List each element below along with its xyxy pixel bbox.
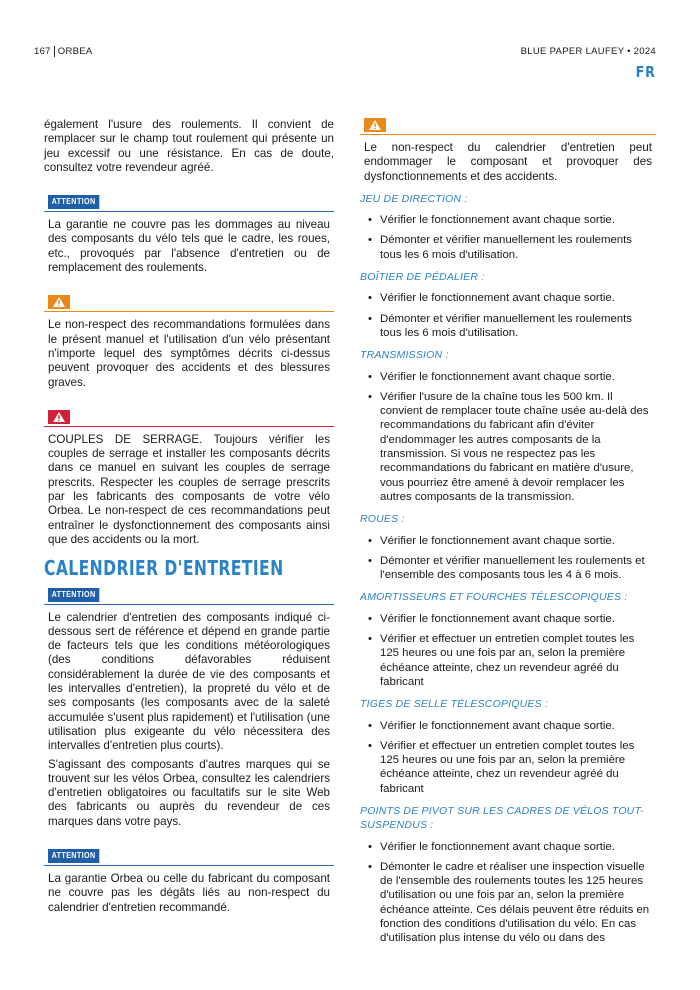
warning-note-2 [360,118,656,184]
list-item: • Démonter et vérifier manuellement les roulements et l'ensemble des composants tous les 4 à 6 mois. [368,554,656,583]
danger-note [44,410,334,547]
list-item: • Démonter le cadre et réaliser une inspection visuelle de l'ensemble des roulements toutes les 125 heures d'utilisation ou une fois par an, selon la première échéance atteinte. Ces délais peuvent être réduits en fonction des conditions d'utilisation du vélo. En cas d'utilisation plus intense du vélo ou dans des [368,860,656,946]
list-item: • Vérifier le fonctionnement avant chaque sortie. [368,840,656,854]
warning-icon [364,118,386,132]
bullet-list [360,291,656,340]
attention-note-text: La garantie ne couvre pas les dommages au niveau des composants du vélo tels que le cadre, les roues, etc., provoqués par l'absence d'entretien ou de remplacement des roulements. [48,218,330,275]
danger-note-text: COUPLES DE SERRAGE. Toujours vérifier les couples de serrage et installer les composants décrits dans ce manuel en suivant les couples de serrage prescrits. Respecter les couples de serrage prescrits par les fabricants des composants de votre vélo Orbea. Le non-respect de ces recommandations peut entraîner le dysfonctionnement des composants ainsi que des accidents ou la mort. [48,432,330,546]
section-title: TIGES DE SELLE TÉLESCOPIQUES : [360,698,549,711]
attention-note-1 [44,195,334,275]
maintenance-sections [360,192,656,946]
section-title: JEU DE DIRECTION : [360,192,468,205]
attention-note-3 [44,849,334,915]
bullet-list [360,370,656,505]
right-column [360,118,656,952]
list-item: • Vérifier le fonctionnement avant chaque sortie. [368,612,656,626]
bullet-list [360,612,656,689]
section-heading: CALENDRIER D'ENTRETIEN [44,556,284,581]
list-item: • Vérifier le fonctionnement avant chaque sortie. [368,291,656,305]
section-title: TRANSMISSION : [360,349,449,362]
list-item: • Vérifier le fonctionnement avant chaque sortie. [368,534,656,548]
list-item: • Démonter et vérifier manuellement les roulements tous les 6 mois d'utilisation. [368,233,656,262]
intro-paragraph: également l'usure des roulements. Il convient de remplacer sur le champ tout roulement qui présente un jeu excessif ou une résistance. En cas de doute, consultez votre revendeur agréé. [44,118,334,174]
section-title: BOÎTIER DE PÉDALIER : [360,271,485,284]
left-column [44,118,334,915]
bullet-list [360,840,656,946]
section-title: AMORTISSEURS ET FOURCHES TÉLESCOPIQUES : [360,591,628,604]
bullet-list [360,534,656,583]
list-item: • Vérifier le fonctionnement avant chaque sortie. [368,719,656,733]
list-item: • Démonter et vérifier manuellement les roulements tous les 6 mois d'utilisation. [368,312,656,341]
language-label: FR [635,63,656,81]
maintenance-paragraph-1: Le calendrier d'entretien des composants indiqué ci-dessous sert de référence et dépend en grande partie de facteurs tels que les conditions météorologiques (des conditions défavorables réduisent considérablement la durée de vie des composants et les intervalles d'entretien), la propreté du vélo et de ses composants (les composants avec de la saleté accumulée s'usent plus rapidement) et l'utilisation (une utilisation plus exigeante du vélo nécessitera des intervalles d'entretien plus courts). [48,610,330,753]
danger-icon [48,410,70,424]
warning-note-1 [44,295,334,389]
attention-note-2 [44,588,334,829]
warranty-paragraph: La garantie Orbea ou celle du fabricant du composant ne couvre pas les dégâts liés au non-respect du calendrier d'entretien recommandé. [48,871,330,914]
warning-note-text: Le non-respect des recommandations formulées dans le présent manuel et l'utilisation d'un vélo présentant n'importe lequel des symptômes décrits ci-dessus peuvent provoquer des accidents et des blessures graves. [48,318,330,389]
list-item: • Vérifier et effectuer un entretien complet toutes les 125 heures ou une fois par an, selon la première échéance atteinte, chez un revendeur agréé du fabricant [368,632,656,689]
document-title: BLUE PAPER LAUFEY • 2024 [520,46,656,57]
list-item: • Vérifier l'usure de la chaîne tous les 500 km. Il convient de remplacer toute chaîne usée au-delà des recommandations du fabricant afin d'éviter d'endommager les autres composants de la transmission. Si vous ne respectez pas les recommandations du fabricant en matière d'usure, vous pourriez être amené à devoir remplacer les autres composants de la transmission. [368,390,656,504]
attention-tag: ATTENTION [48,195,99,209]
list-item: • Vérifier le fonctionnement avant chaque sortie. [368,213,656,227]
maintenance-paragraph-2: S'agissant des composants d'autres marques qui se trouvent sur les vélos Orbea, consultez les calendriers d'entretien obligatoires ou facultatifs sur le site Web des fabricants ou auprès du revendeur de ces marques dans votre pays. [48,757,330,828]
bullet-list [360,719,656,796]
warning-icon [48,295,70,309]
list-item: • Vérifier le fonctionnement avant chaque sortie. [368,370,656,384]
warning-note-text: Le non-respect du calendrier d'entretien peut endommager le composant et provoquer des dysfonctionnements et des accidents. [364,141,652,183]
page-header-left [34,46,93,57]
list-item: • Vérifier et effectuer un entretien complet toutes les 125 heures ou une fois par an, selon la première échéance atteinte, chez un revendeur agréé du fabricant [368,739,656,796]
section-title: POINTS DE PIVOT SUR LES CADRES DE VÉLOS TOUT-SUSPENDUS : [360,804,644,832]
bullet-list [360,213,656,262]
brand-name: ORBEA [57,46,93,57]
section-title: ROUES : [360,513,405,526]
attention-tag: ATTENTION [48,588,99,602]
page-number: 167 [34,46,55,57]
attention-tag: ATTENTION [48,849,99,863]
